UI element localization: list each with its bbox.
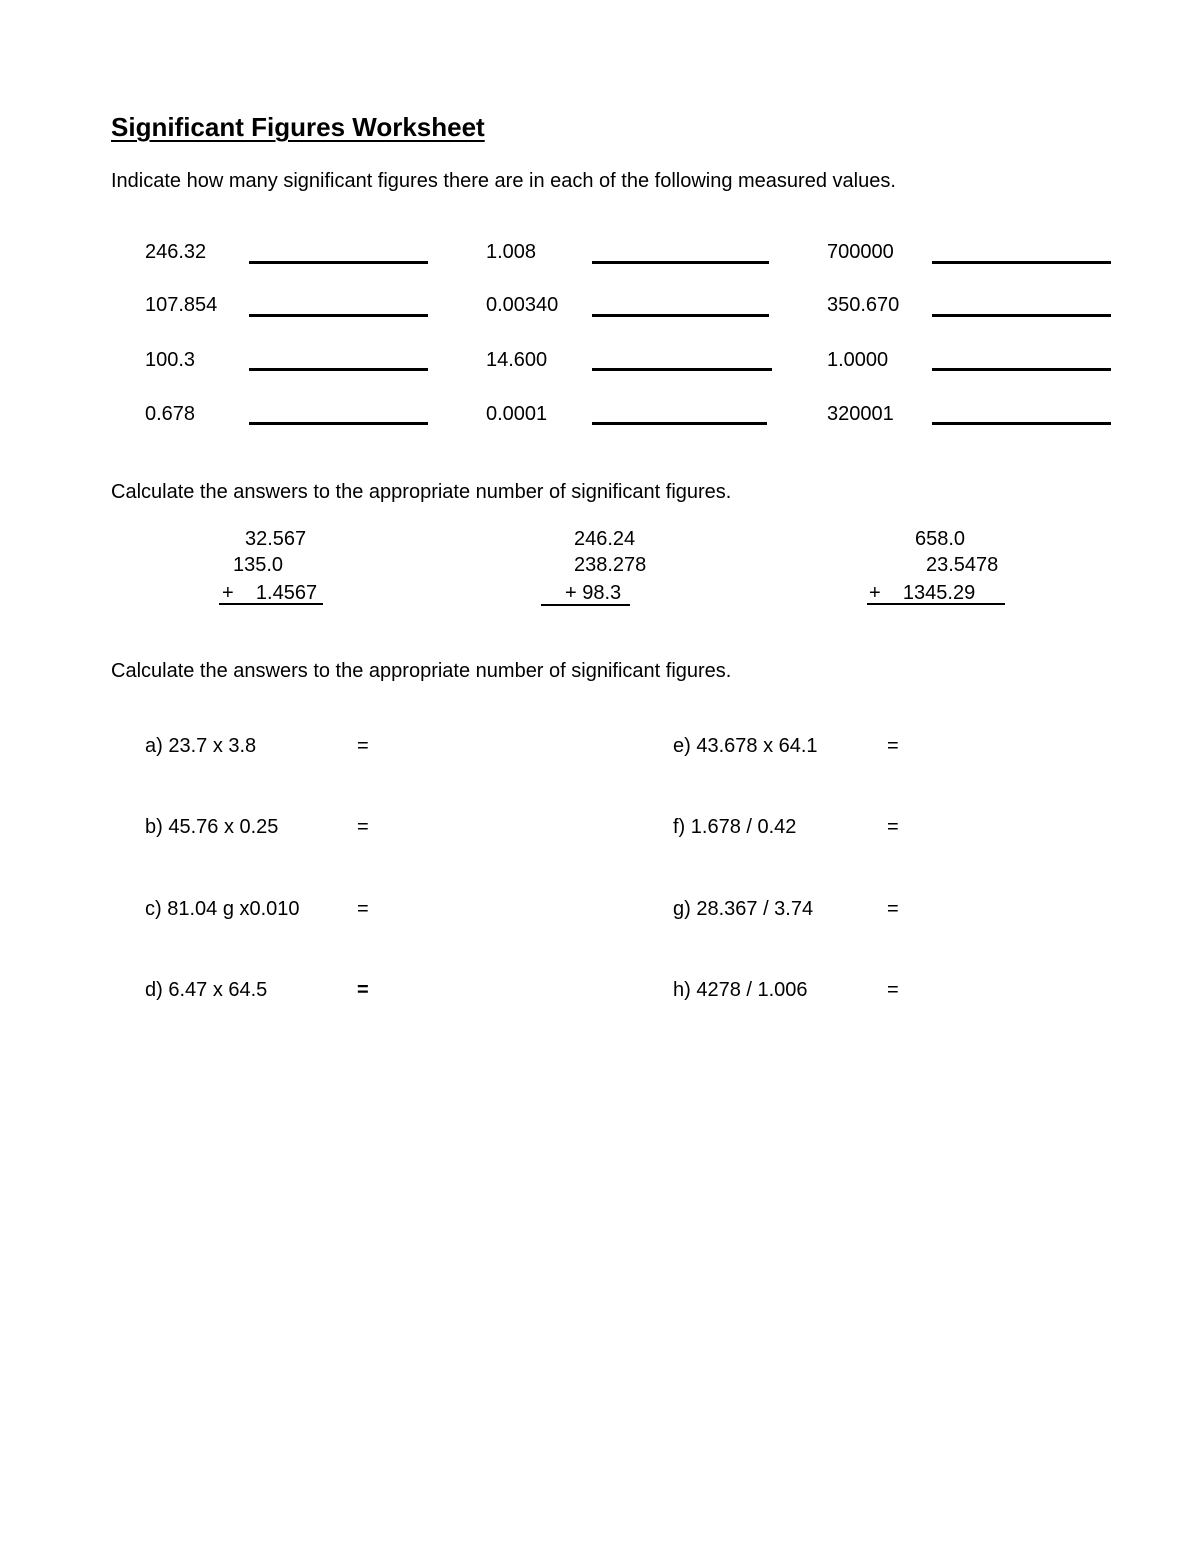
equals-sign: =	[357, 898, 369, 920]
measured-value: 14.600	[486, 349, 548, 371]
measured-value: 700000	[827, 241, 894, 263]
equals-sign: =	[887, 898, 899, 920]
section2-instruction: Calculate the answers to the appropriate number of significant figures.	[111, 481, 732, 503]
answer-blank[interactable]	[932, 314, 1111, 317]
answer-blank[interactable]	[932, 261, 1111, 264]
answer-blank[interactable]	[932, 422, 1111, 425]
section3-instruction: Calculate the answers to the appropriate number of significant figures.	[111, 660, 732, 682]
answer-blank[interactable]	[592, 422, 767, 425]
addend-with-plus: + 98.3	[565, 582, 622, 604]
answer-blank[interactable]	[932, 368, 1111, 371]
calc-problem: e) 43.678 x 64.1	[673, 735, 818, 757]
addend: 135.0	[233, 554, 284, 576]
addend: 238.278	[574, 554, 647, 576]
equals-sign: =	[357, 735, 369, 757]
measured-value: 100.3	[145, 349, 196, 371]
measured-value: 107.854	[145, 294, 218, 316]
sum-line	[867, 603, 1005, 605]
answer-blank[interactable]	[249, 261, 428, 264]
addend: 246.24	[574, 528, 636, 550]
calc-problem: g) 28.367 / 3.74	[673, 898, 814, 920]
measured-value: 0.0001	[486, 403, 548, 425]
calc-problem: a) 23.7 x 3.8	[145, 735, 257, 757]
section1-instruction: Indicate how many significant figures there are in each of the following measured values.	[111, 170, 896, 192]
equals-sign: =	[357, 979, 369, 1001]
equals-sign: =	[887, 735, 899, 757]
answer-blank[interactable]	[249, 422, 428, 425]
equals-sign: =	[887, 979, 899, 1001]
equals-sign: =	[887, 816, 899, 838]
addend-with-plus: + 1345.29	[869, 582, 976, 604]
addend: 23.5478	[926, 554, 999, 576]
measured-value: 320001	[827, 403, 894, 425]
answer-blank[interactable]	[592, 261, 769, 264]
addend: 658.0	[915, 528, 966, 550]
sum-line	[541, 604, 630, 606]
calc-problem: d) 6.47 x 64.5	[145, 979, 268, 1001]
calc-problem: b) 45.76 x 0.25	[145, 816, 279, 838]
addend-with-plus: + 1.4567	[222, 582, 318, 604]
answer-blank[interactable]	[249, 314, 428, 317]
measured-value: 1.0000	[827, 349, 889, 371]
measured-value: 0.00340	[486, 294, 559, 316]
sum-line	[219, 603, 323, 605]
answer-blank[interactable]	[249, 368, 428, 371]
answer-blank[interactable]	[592, 314, 769, 317]
answer-blank[interactable]	[592, 368, 772, 371]
measured-value: 246.32	[145, 241, 207, 263]
measured-value: 1.008	[486, 241, 537, 263]
addend: 32.567	[245, 528, 307, 550]
calc-problem: c) 81.04 g x0.010	[145, 898, 300, 920]
measured-value: 0.678	[145, 403, 196, 425]
page-title: Significant Figures Worksheet	[111, 112, 485, 142]
equals-sign: =	[357, 816, 369, 838]
calc-problem: h) 4278 / 1.006	[673, 979, 808, 1001]
measured-value: 350.670	[827, 294, 900, 316]
calc-problem: f) 1.678 / 0.42	[673, 816, 797, 838]
